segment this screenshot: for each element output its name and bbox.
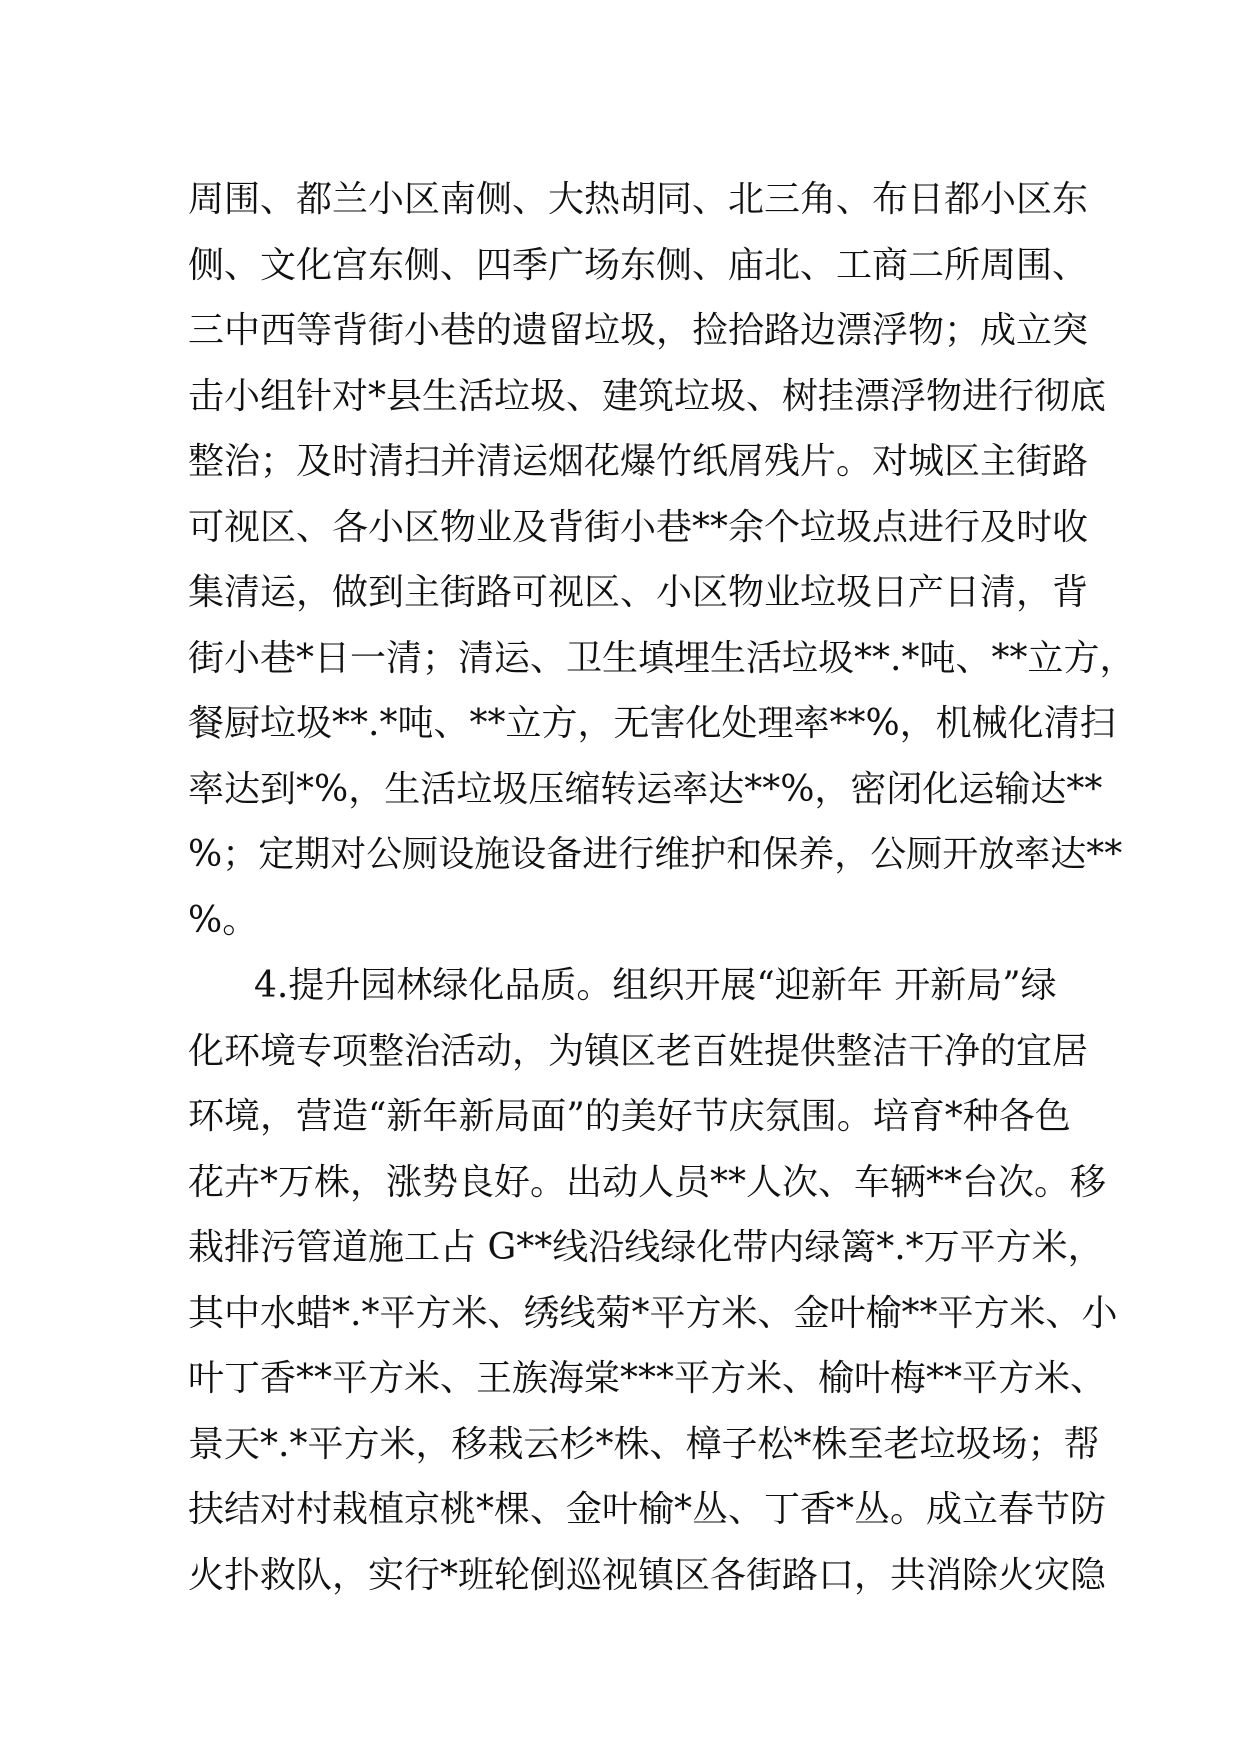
text-line: 环境，营造“新年新局面”的美好节庆氛围。培育*种各色 [188,1096,1071,1137]
text-line: 栽排污管道施工占 G**线沿线绿化带内绿篱*.*万平方米， [188,1227,1104,1268]
text-line: 花卉*万株，涨势良好。出动人员**人次、车辆**台次。移 [188,1161,1107,1203]
text-line: 整治；及时清扫并清运烟花爆竹纸屑残片。对城区主街路 [188,441,1089,482]
text-line: 可视区、各小区物业及背街小巷**余个垃圾点进行及时收 [188,506,1089,548]
text-line: 周围、都兰小区南侧、大热胡同、北三角、布日都小区东 [188,179,1089,220]
text-line: 街小巷*日一清；清运、卫生填埋生活垃圾**.*吨、**立方， [188,637,1136,679]
text-line: 率达到*%，生活垃圾压缩转运率达**%，密闭化运输达** [188,768,1103,810]
text-line: 击小组针对*县生活垃圾、建筑垃圾、树挂漂浮物进行彻底 [188,375,1107,417]
text-line: %。 [188,899,259,941]
text-line: 三中西等背街小巷的遗留垃圾，捡拾路边漂浮物；成立突 [188,310,1089,351]
text-line: 火扑救队，实行*班轮倒巡视镇区各街路口，共消除火灾隐 [188,1554,1107,1596]
text-line: 餐厨垃圾**.*吨、**立方，无害化处理率**%，机械化清扫 [188,703,1116,744]
text-line: 侧、文化宫东侧、四季广场东侧、庙北、工商二所周围、 [188,244,1089,286]
text-line: 扶结对村栽植京桃*棵、金叶榆*丛、丁香*丛。成立春节防 [188,1489,1107,1530]
text-line: 景天*.*平方米，移栽云杉*株、樟子松*株至老垃圾场；帮 [188,1423,1100,1465]
text-line: 化环境专项整治活动，为镇区老百姓提供整洁干净的宜居 [188,1030,1089,1072]
text-line: %；定期对公厕设施设备进行维护和保养，公厕开放率达** [188,834,1123,875]
section-heading-line: 4.提升园林绿化品质。组织开展“迎新年 开新局”绿 [254,965,1057,1006]
text-line: 其中水蜡*.*平方米、绣线菊*平方米、金叶榆**平方米、小 [188,1292,1118,1334]
text-line: 叶丁香**平方米、王族海棠***平方米、榆叶梅**平方米、 [188,1358,1107,1399]
text-line: 集清运，做到主街路可视区、小区物业垃圾日产日清，背 [188,572,1089,613]
document-body [188,167,1136,1608]
